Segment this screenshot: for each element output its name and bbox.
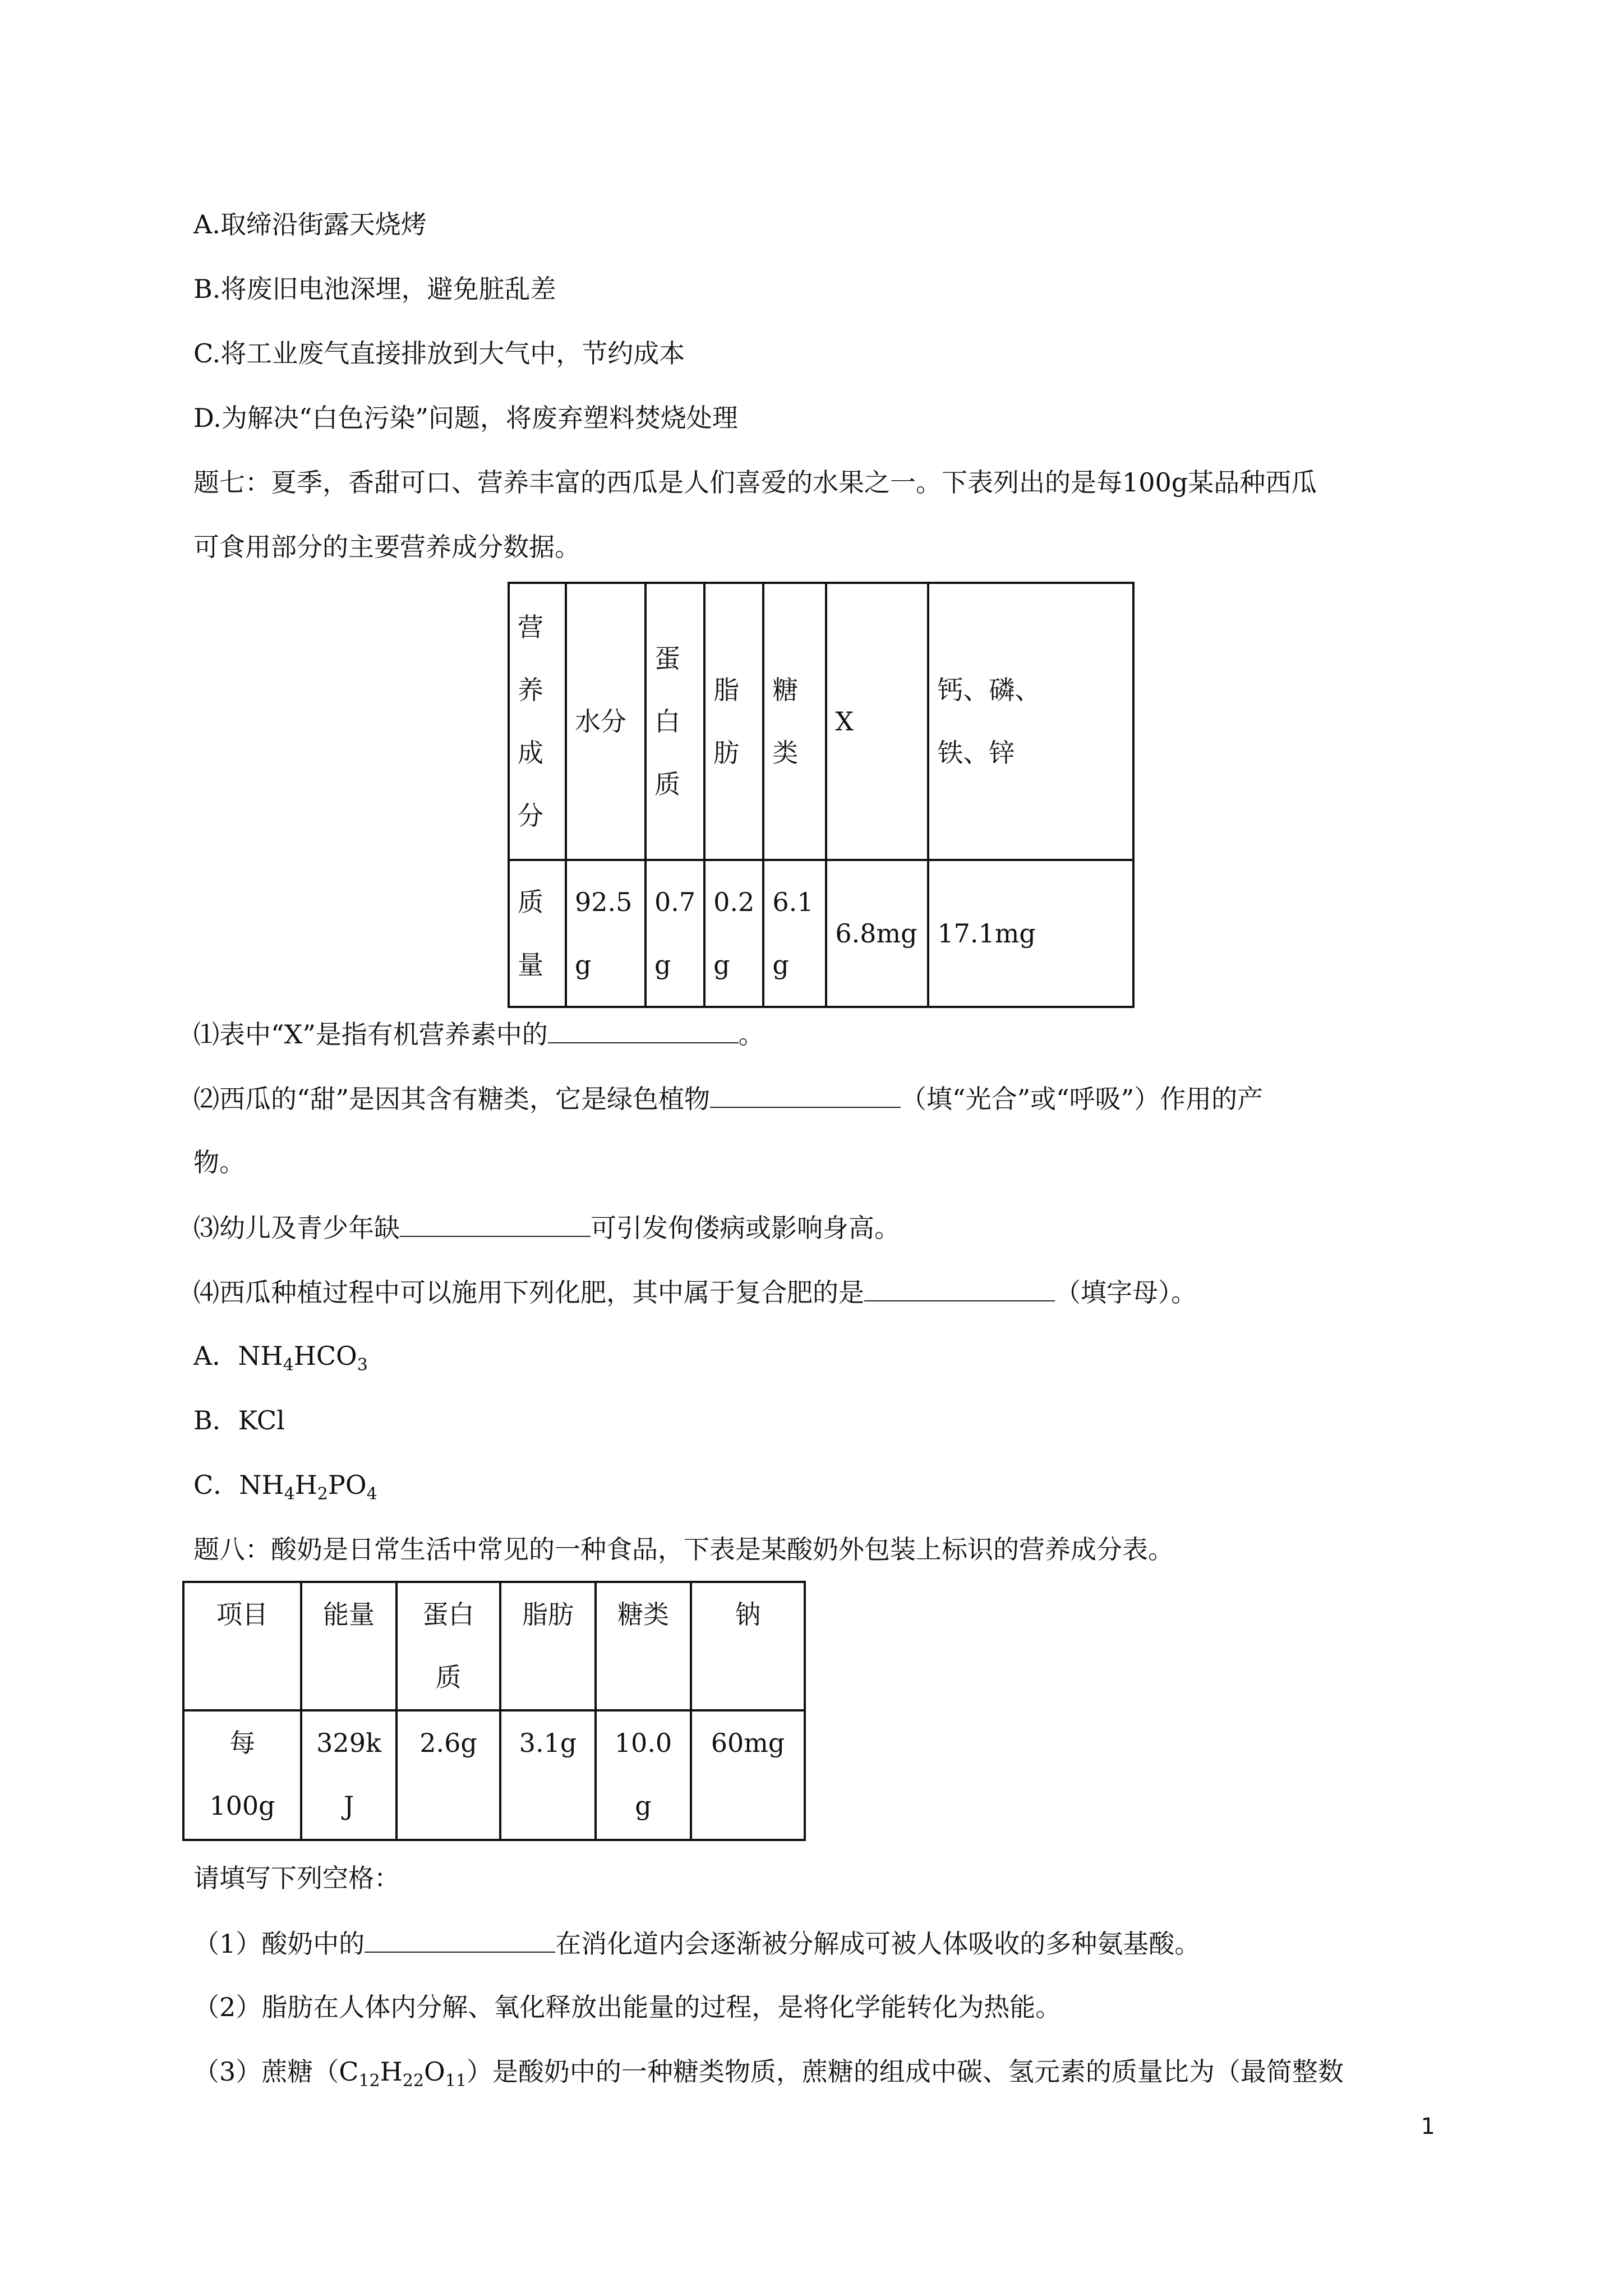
answer-blank[interactable]	[548, 1016, 739, 1043]
q7-sub3: ⑶幼儿及青少年缺 可引发佝偻病或影响身高。	[193, 1210, 900, 1245]
table-cell: 水分	[566, 583, 645, 860]
q8-prompt: 请填写下列空格：	[193, 1863, 400, 1893]
table-cell: 钠	[691, 1582, 805, 1710]
table-cell: 329k J	[301, 1710, 396, 1840]
watermelon-nutrition-table	[508, 582, 1135, 1008]
table-cell: 0.7 g	[645, 860, 704, 1007]
q7-sub2: ⑵西瓜的“甜”是因其含有糖类，它是绿色植物 （填“光合”或“呼吸”）作用的产	[193, 1081, 1263, 1116]
q7-intro-line2: 可食用部分的主要营养成分数据。	[193, 532, 580, 562]
answer-blank[interactable]	[864, 1274, 1055, 1301]
q7-option-a: A．$NH_4HCO_3$	[193, 1341, 368, 1375]
table-cell: 糖 类	[763, 583, 826, 860]
yogurt-nutrition-table	[182, 1581, 806, 1841]
table-row	[509, 583, 1133, 860]
answer-blank[interactable]	[400, 1210, 591, 1237]
option-a: A.取缔沿街露天烧烤	[193, 209, 427, 240]
q7-intro-line1: 题七：夏季，香甜可口、营养丰富的西瓜是人们喜爱的水果之一。下表列出的是每100g某品种西瓜	[193, 467, 1317, 498]
table-cell: 脂 肪	[704, 583, 763, 860]
table-cell: 0.2 g	[704, 860, 763, 1007]
table-row	[183, 1710, 805, 1840]
table-cell: 质 量	[509, 860, 566, 1007]
table-cell: 60mg	[691, 1710, 805, 1840]
table-cell: 6.1 g	[763, 860, 826, 1007]
q7-option-c: C．$NH_4H_2PO_4$	[193, 1470, 377, 1504]
table-row	[509, 860, 1133, 1007]
q8-sub1: （1）酸奶中的 在消化道内会逐渐被分解成可被人体吸收的多种氨基酸。	[193, 1926, 1200, 1961]
table-cell: 脂肪	[500, 1582, 596, 1710]
table-cell: 17.1mg	[928, 860, 1133, 1007]
table-cell: 能量	[301, 1582, 396, 1710]
table-cell: 2.6g	[396, 1710, 500, 1840]
table-cell: 3.1g	[500, 1710, 596, 1840]
q8-sub2: （2）脂肪在人体内分解、氧化释放出能量的过程，是将化学能转化为热能。	[193, 1992, 1062, 2022]
q7-sub1: ⑴表中“X”是指有机营养素中的 。	[193, 1016, 764, 1051]
table-cell: 钙、磷、 铁、锌	[928, 583, 1133, 860]
table-cell: 92.5 g	[566, 860, 645, 1007]
table-cell: 蛋 白 质	[645, 583, 704, 860]
table-cell: 10.0 g	[596, 1710, 691, 1840]
q8-intro: 题八：酸奶是日常生活中常见的一种食品，下表是某酸奶外包装上标识的营养成分表。	[193, 1534, 1174, 1565]
table-cell: 营 养 成 分	[509, 583, 566, 860]
table-cell: X	[826, 583, 928, 860]
q7-sub4: ⑷西瓜种植过程中可以施用下列化肥，其中属于复合肥的是 （填字母）。	[193, 1274, 1197, 1309]
option-d: D.为解决“白色污染”问题，将废弃塑料焚烧处理	[193, 403, 738, 433]
option-b: B.将废旧电池深埋，避免脏乱差	[193, 274, 556, 304]
option-c: C.将工业废气直接排放到大气中，节约成本	[193, 338, 685, 369]
table-cell: 糖类	[596, 1582, 691, 1710]
page-number: 1	[1421, 2114, 1435, 2139]
answer-blank[interactable]	[365, 1926, 555, 1953]
table-row	[183, 1582, 805, 1710]
answer-blank[interactable]	[710, 1081, 901, 1108]
table-cell: 6.8mg	[826, 860, 928, 1007]
q8-sub3: （3）蔗糖$(C_{12}H_{22}O_{11})$是酸奶中的一种糖类物质，蔗糖的组成中碳、氢元素的质量比为（最简整数	[193, 2056, 1344, 2091]
q7-option-b: B．KCl	[193, 1405, 285, 1435]
table-cell: 每 100g	[183, 1710, 301, 1840]
table-cell: 项目	[183, 1582, 301, 1710]
table-cell: 蛋白 质	[396, 1582, 500, 1710]
q7-sub2-cont: 物。	[193, 1147, 245, 1177]
